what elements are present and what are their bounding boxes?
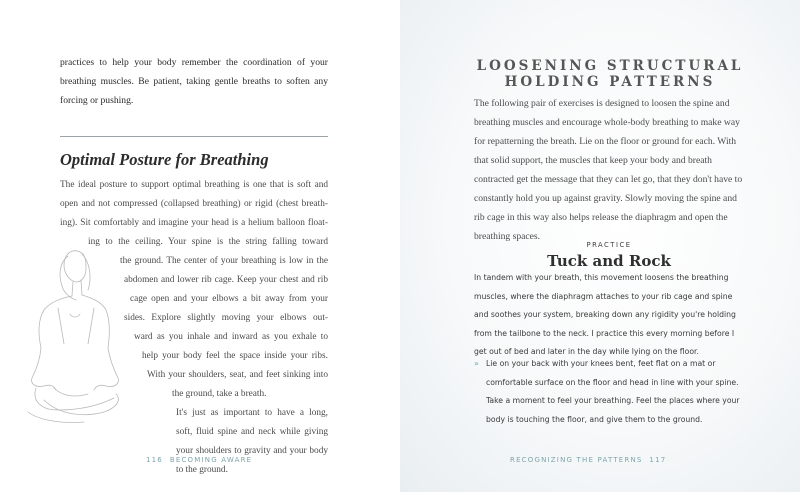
body-line: the ground, take a breath. <box>172 389 267 399</box>
body-line: sides. Explore slightly moving your elbows out- <box>124 313 328 323</box>
body-line: cage open and your elbows a bit away from your <box>130 294 328 304</box>
bullet-marker: » <box>474 359 479 368</box>
body-line: open and not compressed (collapsed breathing) or rigid (chest breath- <box>60 199 328 209</box>
body-line: It's just as important to have a long, <box>176 408 328 418</box>
chapter-heading-line-1: LOOSENING STRUCTURAL <box>476 58 744 74</box>
body-line: ward as you inhale and inward as you exhale to <box>134 332 328 342</box>
body-line: soft, fluid spine and neck while giving <box>176 427 328 437</box>
practice-title: Tuck and Rock <box>547 252 671 270</box>
body-line: your shoulders to gravity and your body <box>176 446 328 456</box>
body-line: ing to the ceiling. Your spine is the string falling toward <box>88 237 328 247</box>
body-line: help your body feel the space inside your ribs. <box>142 351 328 361</box>
right-footer <box>510 456 666 464</box>
body-line: the ground. The center of your breathing is low in the <box>120 256 328 266</box>
body-line: With your shoulders, seat, and feet sinking into <box>147 370 328 380</box>
section-title: Optimal Posture for Breathing <box>60 150 269 169</box>
body-line: ing). Sit comfortably and imagine your head is a helium balloon float- <box>60 218 328 228</box>
intro-body-paragraph: The following pair of exercises is designed to loosen the spine and breathing muscles and encourage whole-body breathing to make way for repatterning the breath. Lie on the floor or ground for each. With that solid support, the muscles that keep your body and breath contracted get the message that they can let go, that they don't have to constantly hold you up against gravity. Slowly moving the spine and rib cage in this way also helps release the diaphragm and open the breathing spaces. <box>474 98 743 242</box>
section-divider <box>60 136 328 137</box>
practice-intro: In tandem with your breath, this movement loosens the breathing muscles, where the diaphragm attaches to your rib cage and spine and soothes your system, breaking down any rigidity you're holding from the tailbone to the neck. I practice this every morning before I get out of bed and later in the day while lying on the floor. <box>474 273 736 356</box>
body-line: The ideal posture to support optimal breathing is one that is soft and <box>60 180 328 190</box>
meditating-figure-illustration <box>18 238 128 438</box>
practice-label: PRACTICE <box>586 241 632 249</box>
page-number: 117 <box>649 456 667 464</box>
instruction-bullet: Lie on your back with your knees bent, feet flat on a mat or comfortable surface on the floor and head in line with your spine. Take a moment to feel your breathing. Feel the places where your body is touching the floor, and give them to the ground. <box>486 359 740 424</box>
chapter-heading-line-2: HOLDING PATTERNS <box>504 74 716 90</box>
running-head: BECOMING AWARE <box>169 456 253 464</box>
body-line: abdomen and lower rib cage. Keep your chest and rib <box>124 275 328 285</box>
intro-paragraph: practices to help your body remember the coordination of your breathing muscles. Be patient, taking gentle breaths to soften any forcing or pushing. <box>60 57 328 106</box>
running-head: RECOGNIZING THE PATTERNS <box>510 456 643 464</box>
page-number: 116 <box>146 456 163 464</box>
body-line: to the ground. <box>176 465 228 475</box>
left-footer <box>146 456 252 464</box>
